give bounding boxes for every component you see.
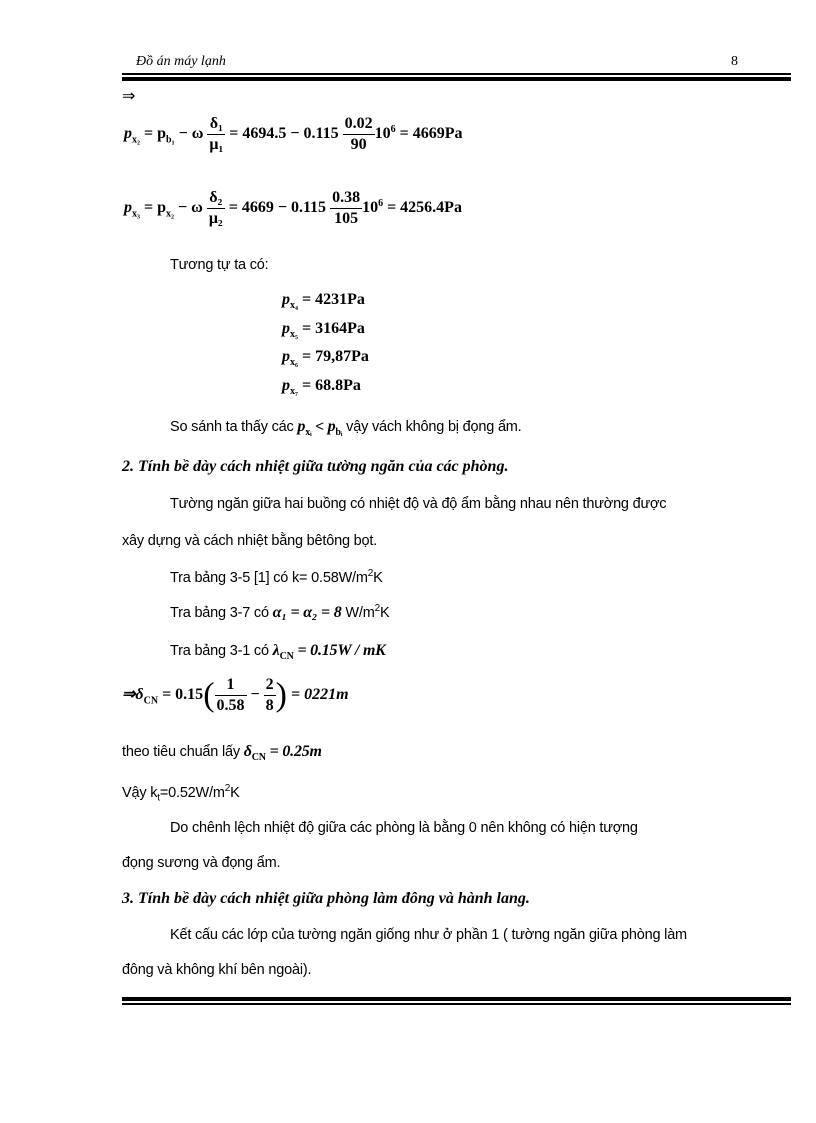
eq-text: − xyxy=(250,686,260,704)
body-text: K xyxy=(230,784,240,801)
eq-text: = 4669 − 0.115 xyxy=(228,199,327,217)
frac-num: δ₂ xyxy=(207,190,225,209)
superscript: 2 xyxy=(374,603,380,614)
eq-text: 10 xyxy=(362,199,379,217)
eq-text: < xyxy=(315,419,324,435)
delta-equation xyxy=(122,677,349,714)
similar-item xyxy=(282,320,365,340)
eq-subscript: x₂ xyxy=(132,134,140,146)
frac-den: 8 xyxy=(265,697,274,714)
similar-intro: Tương tự ta có: xyxy=(170,257,269,273)
eq-text: 10 xyxy=(374,125,391,143)
eq-fraction xyxy=(330,190,362,227)
eq-text: − ω xyxy=(178,199,203,217)
frac-num: 0.38 xyxy=(330,190,362,209)
eq-subscript: CN xyxy=(143,695,159,707)
footer-rule-thin xyxy=(122,1003,791,1005)
page-number: 8 xyxy=(731,54,738,69)
table-3-1-line xyxy=(170,642,386,662)
equation-px3 xyxy=(124,190,462,227)
header-rule-thin xyxy=(122,73,791,75)
section-3-para-line2: đông và không khí bên ngoài). xyxy=(122,962,312,978)
eq-symbol: p xyxy=(297,418,306,435)
eq-symbol: p xyxy=(282,377,290,394)
eq-text: = p xyxy=(144,125,167,143)
similar-item xyxy=(282,291,365,311)
similar-item xyxy=(282,377,361,397)
table-3-5-line xyxy=(170,568,383,586)
eq-fraction xyxy=(215,677,247,714)
section-2-para2-line2: đọng sương và đọng ẩm. xyxy=(122,855,281,871)
eq-text: = 0.25m xyxy=(269,743,322,760)
subscript: t xyxy=(157,792,160,804)
body-text: Vậy k xyxy=(122,784,158,801)
body-text: W/m xyxy=(345,604,375,621)
frac-den: 90 xyxy=(350,136,367,153)
eq-symbol: p xyxy=(327,418,336,435)
superscript: 2 xyxy=(224,783,231,794)
body-text: vậy vách không bị đọng ẩm. xyxy=(346,419,522,435)
eq-subscript: x₆ xyxy=(290,357,298,369)
superscript: 2 xyxy=(367,568,374,579)
eq-text: = 4694.5 − 0.115 xyxy=(229,125,339,143)
eq-superscript: 6 xyxy=(390,123,396,135)
section-2-para2-line1: Do chênh lệch nhiệt độ giữa các phòng là bằng 0 nên không có hiện tượng xyxy=(170,820,638,836)
frac-den: 0.58 xyxy=(216,697,245,714)
frac-den: μ₁ xyxy=(209,136,224,153)
eq-subscript: x₄ xyxy=(290,300,298,312)
body-text: Tra bảng 3-1 có xyxy=(170,643,269,659)
eq-symbol: p xyxy=(282,320,290,337)
frac-num: 1 xyxy=(215,677,247,696)
eq-subscript: b₁ xyxy=(166,134,175,146)
eq-fraction xyxy=(343,116,375,153)
eq-symbol: p xyxy=(282,291,290,308)
frac-den: μ₂ xyxy=(208,210,223,227)
eq-subscript: x₃ xyxy=(132,208,140,220)
body-text: theo tiêu chuẩn lấy xyxy=(122,744,240,760)
left-paren-icon: ( xyxy=(203,676,215,714)
eq-text: = p xyxy=(144,199,167,217)
equation-px2 xyxy=(124,116,463,153)
eq-subscript: x₇ xyxy=(290,386,298,398)
eq-subscript: xᵢ xyxy=(305,427,312,439)
body-text: =0.52W/m xyxy=(159,784,225,801)
compare-line xyxy=(170,418,522,438)
eq-subscript: x₂ xyxy=(166,208,175,220)
eq-fraction xyxy=(207,190,225,227)
eq-subscript: CN xyxy=(279,651,294,663)
eq-text: α₁ = α₂ = 8 xyxy=(272,603,342,621)
eq-fraction xyxy=(207,116,225,153)
frac-num: 0.02 xyxy=(343,116,375,135)
standard-line xyxy=(122,743,322,763)
frac-num: 2 xyxy=(264,677,276,696)
eq-symbol: ⇒δ xyxy=(122,686,144,704)
body-text: Tra bảng 3-5 [1] có k= 0.58W/m xyxy=(170,569,368,586)
similar-item xyxy=(282,348,369,368)
section-2-para1-line2: xây dựng và cách nhiệt bằng bêtông bọt. xyxy=(122,533,378,549)
eq-text: − ω xyxy=(178,125,204,143)
eq-text: = 4231Pa xyxy=(302,291,365,308)
eq-subscript: bᵢ xyxy=(335,427,343,439)
section-2-heading: 2. Tính bề dày cách nhiệt giữa tường ngăn của các phòng. xyxy=(122,458,509,475)
frac-num: δ₁ xyxy=(207,116,225,135)
body-text: K xyxy=(373,569,383,586)
section-2-para1-line1: Tường ngăn giữa hai buồng có nhiệt độ và độ ẩm bằng nhau nên thường được xyxy=(170,496,667,512)
eq-subscript: x₅ xyxy=(290,329,298,341)
eq-text: = 79,87Pa xyxy=(302,348,369,365)
eq-text: = 3164Pa xyxy=(302,320,365,337)
eq-fraction xyxy=(264,677,276,714)
eq-text: = 68.8Pa xyxy=(302,377,361,394)
eq-text: = 4669Pa xyxy=(399,125,463,143)
section-3-para-line1: Kết cấu các lớp của tường ngăn giống như ở phần 1 ( tường ngăn giữa phòng làm xyxy=(170,927,687,943)
eq-symbol: p xyxy=(124,199,132,217)
document-header-title: Đồ án máy lạnh xyxy=(136,54,226,69)
frac-den: 105 xyxy=(334,210,359,227)
section-3-heading: 3. Tính bề dày cách nhiệt giữa phòng làm đông và hành lang. xyxy=(122,890,530,907)
table-3-7-line xyxy=(170,603,389,622)
eq-symbol: λ xyxy=(272,642,280,659)
body-text: Tra bảng 3-7 có xyxy=(170,604,269,621)
header-rule-thick xyxy=(122,77,791,81)
eq-text: = 0.15 xyxy=(162,686,204,704)
eq-superscript: 6 xyxy=(378,197,384,209)
eq-symbol: δ xyxy=(243,743,252,760)
implies-arrow: ⇒ xyxy=(122,88,136,105)
eq-symbol: p xyxy=(282,348,290,365)
footer-rule-thick xyxy=(122,997,791,1001)
body-text: So sánh ta thấy các xyxy=(170,419,294,435)
eq-text: = 0.15W / mK xyxy=(297,642,386,659)
eq-text: = 0221m xyxy=(290,686,349,704)
eq-symbol: p xyxy=(124,125,132,143)
kt-line xyxy=(122,783,240,804)
body-text: K xyxy=(380,604,390,621)
eq-text: = 4256.4Pa xyxy=(387,199,462,217)
right-paren-icon: ) xyxy=(275,676,287,714)
eq-subscript: CN xyxy=(251,752,266,764)
